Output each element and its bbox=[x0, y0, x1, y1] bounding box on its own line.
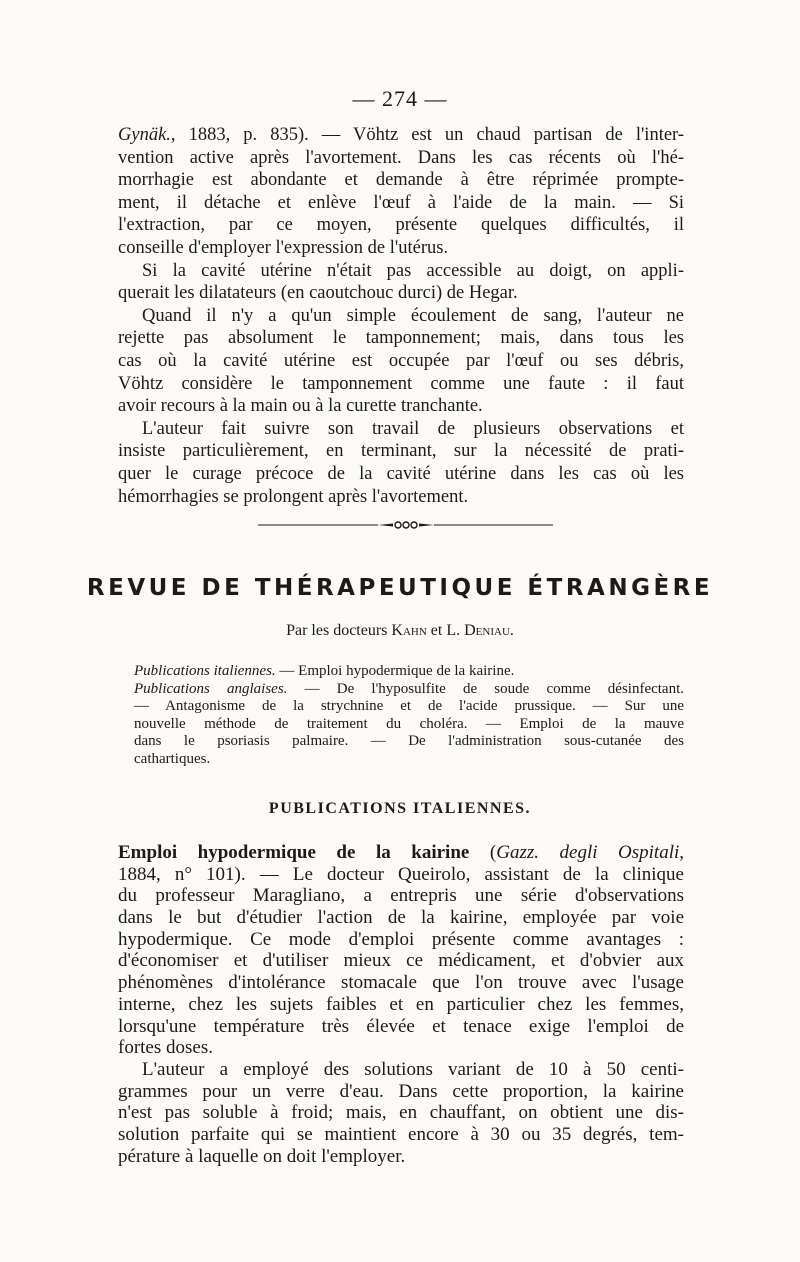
text-line bbox=[118, 950, 684, 972]
text-line bbox=[134, 716, 684, 734]
text-run: Si la cavité utérine n'était pas accessible au doigt, on appli- bbox=[142, 260, 684, 281]
text-run: d'économiser et d'utiliser mieux ce médicament, et d'obvier aux bbox=[118, 950, 684, 972]
text-line bbox=[118, 373, 684, 396]
text-line bbox=[134, 751, 684, 769]
text-run: 1884, n° 101). — Le docteur Queirolo, assistant de la clinique bbox=[118, 863, 684, 885]
text-line bbox=[118, 463, 684, 486]
text-line bbox=[118, 260, 684, 283]
section-summary bbox=[134, 663, 684, 769]
text-run: hypodermique. Ce mode d'emploi présente comme avantages : bbox=[118, 928, 684, 950]
text-line bbox=[118, 305, 684, 328]
text-line bbox=[134, 698, 684, 716]
authors-prefix: Par les docteurs bbox=[286, 622, 392, 639]
text-line bbox=[118, 1146, 684, 1168]
text-run: L'auteur fait suivre son travail de plusieurs observations et bbox=[142, 418, 684, 439]
text-line bbox=[118, 1059, 684, 1081]
text-run: grammes pour un verre d'eau. Dans cette proportion, la kairine bbox=[118, 1080, 684, 1102]
section-heading: REVUE DE THÉRAPEUTIQUE ÉTRANGÈRE bbox=[86, 575, 714, 601]
text-line bbox=[118, 1037, 684, 1059]
text-line bbox=[118, 1016, 684, 1038]
text-run: Emploi hypodermique de la kairine bbox=[118, 842, 470, 863]
text-line bbox=[118, 486, 684, 509]
text-line bbox=[118, 350, 684, 373]
text-run: fortes doses. bbox=[118, 1037, 213, 1059]
authors-suffix: . bbox=[509, 622, 514, 639]
text-run: phénomènes d'intolérance stomacale que l'on trouve avec l'usage bbox=[118, 972, 684, 994]
text-line bbox=[118, 972, 684, 994]
text-run: , bbox=[679, 842, 685, 863]
text-run: dans le psoriasis palmaire. — De l'administration sous-cutanée des bbox=[134, 733, 684, 750]
text-run: Publications italiennes. bbox=[134, 663, 276, 679]
text-run: — Antagonisme de la strychnine et de l'acide prussique. — Sur une bbox=[134, 698, 684, 715]
text-run: nouvelle méthode de traitement du choléra. — Emploi de la mauve bbox=[134, 715, 684, 732]
author-kahn: Kahn bbox=[391, 622, 427, 639]
text-run: lorsqu'une température très élevée et tenace exige l'emploi de bbox=[118, 1015, 684, 1037]
text-run: hémorrhagies se prolongent après l'avortement. bbox=[118, 486, 469, 507]
text-run: rejette pas absolument le tamponnement; mais, dans tous les bbox=[118, 328, 684, 349]
text-line bbox=[118, 147, 684, 170]
text-line bbox=[118, 395, 684, 418]
text-run: n'est pas soluble à froid; mais, en chauffant, on obtient une dis- bbox=[118, 1102, 684, 1124]
text-line bbox=[118, 1124, 684, 1146]
text-line bbox=[118, 237, 684, 260]
text-run: Publications anglaises. bbox=[134, 680, 288, 697]
text-run: querait les dilatateurs (en caoutchouc durci) de Hegar. bbox=[118, 283, 518, 304]
text-line bbox=[134, 681, 684, 699]
text-line bbox=[134, 663, 684, 681]
authors-line bbox=[0, 622, 800, 640]
text-run: morrhagie est abondante et demande à être réprimée prompte- bbox=[118, 170, 684, 191]
text-run: cas où la cavité utérine est occupée par l'œuf ou ses débris, bbox=[118, 350, 684, 371]
text-line bbox=[118, 994, 684, 1016]
text-line bbox=[118, 1081, 684, 1103]
text-line bbox=[118, 1102, 684, 1124]
text-run: vention active après l'avortement. Dans les cas récents où l'hé- bbox=[118, 147, 684, 168]
text-line bbox=[118, 327, 684, 350]
text-run: du professeur Maragliano, a entrepris une série d'observations bbox=[118, 885, 684, 907]
text-run: insiste particulièrement, en terminant, sur la nécessité de prati- bbox=[118, 441, 684, 462]
subsection-heading: PUBLICATIONS ITALIENNES. bbox=[268, 800, 532, 817]
text-line bbox=[118, 842, 684, 864]
text-run: conseille d'employer l'expression de l'utérus. bbox=[118, 237, 449, 258]
text-run: l'extraction, par ce moyen, présente quelques difficultés, il bbox=[118, 215, 684, 236]
text-line bbox=[118, 192, 684, 215]
text-run: — Emploi hypodermique de la kairine. bbox=[275, 663, 515, 679]
text-run: ( bbox=[469, 842, 497, 863]
text-line bbox=[118, 864, 684, 886]
text-block-kairine bbox=[118, 842, 684, 1167]
authors-middle: et L. bbox=[426, 622, 465, 639]
separator-ornament bbox=[258, 520, 553, 530]
text-run: Gazz. degli Ospitali bbox=[496, 842, 680, 863]
text-line bbox=[118, 440, 684, 463]
text-line bbox=[118, 418, 684, 441]
text-run: Quand il n'y a qu'un simple écoulement de sang, l'auteur ne bbox=[142, 305, 684, 326]
text-run: solution parfaite qui se maintient encore à 30 ou 35 degrés, tem- bbox=[118, 1123, 684, 1145]
text-line bbox=[118, 282, 684, 305]
text-run: cathartiques. bbox=[134, 750, 211, 767]
text-line bbox=[118, 169, 684, 192]
text-block-top bbox=[118, 124, 684, 508]
text-line bbox=[118, 929, 684, 951]
text-run: dans le but d'étudier l'action de la kairine, employée par voie bbox=[118, 907, 684, 929]
text-run: interne, chez les sujets faibles et en particulier chez les femmes, bbox=[118, 993, 684, 1015]
author-deniau: Deniau bbox=[464, 622, 510, 639]
text-run: quer le curage précoce de la cavité utérine dans les cas où les bbox=[118, 463, 684, 484]
text-run: L'auteur a employé des solutions variant de 10 à 50 centi- bbox=[142, 1058, 684, 1080]
text-run: avoir recours à la main ou à la curette tranchante. bbox=[118, 396, 483, 417]
page-number: — 274 — bbox=[352, 86, 448, 111]
text-run: — De l'hyposulfite de soude comme désinfectant. bbox=[287, 680, 684, 697]
text-line bbox=[118, 124, 684, 147]
text-run: , 1883, p. 835). — Vöhtz est un chaud partisan de l'inter- bbox=[170, 125, 684, 145]
text-run: ment, il détache et enlève l'œuf à l'aide de la main. — Si bbox=[118, 192, 684, 213]
text-line bbox=[118, 907, 684, 929]
text-run: Gynäk. bbox=[118, 125, 171, 145]
text-run: Vöhtz considère le tamponnement comme une faute : il faut bbox=[118, 373, 684, 394]
text-run: pérature à laquelle on doit l'employer. bbox=[118, 1145, 406, 1167]
text-line bbox=[134, 733, 684, 751]
text-line bbox=[118, 214, 684, 237]
text-line bbox=[118, 885, 684, 907]
